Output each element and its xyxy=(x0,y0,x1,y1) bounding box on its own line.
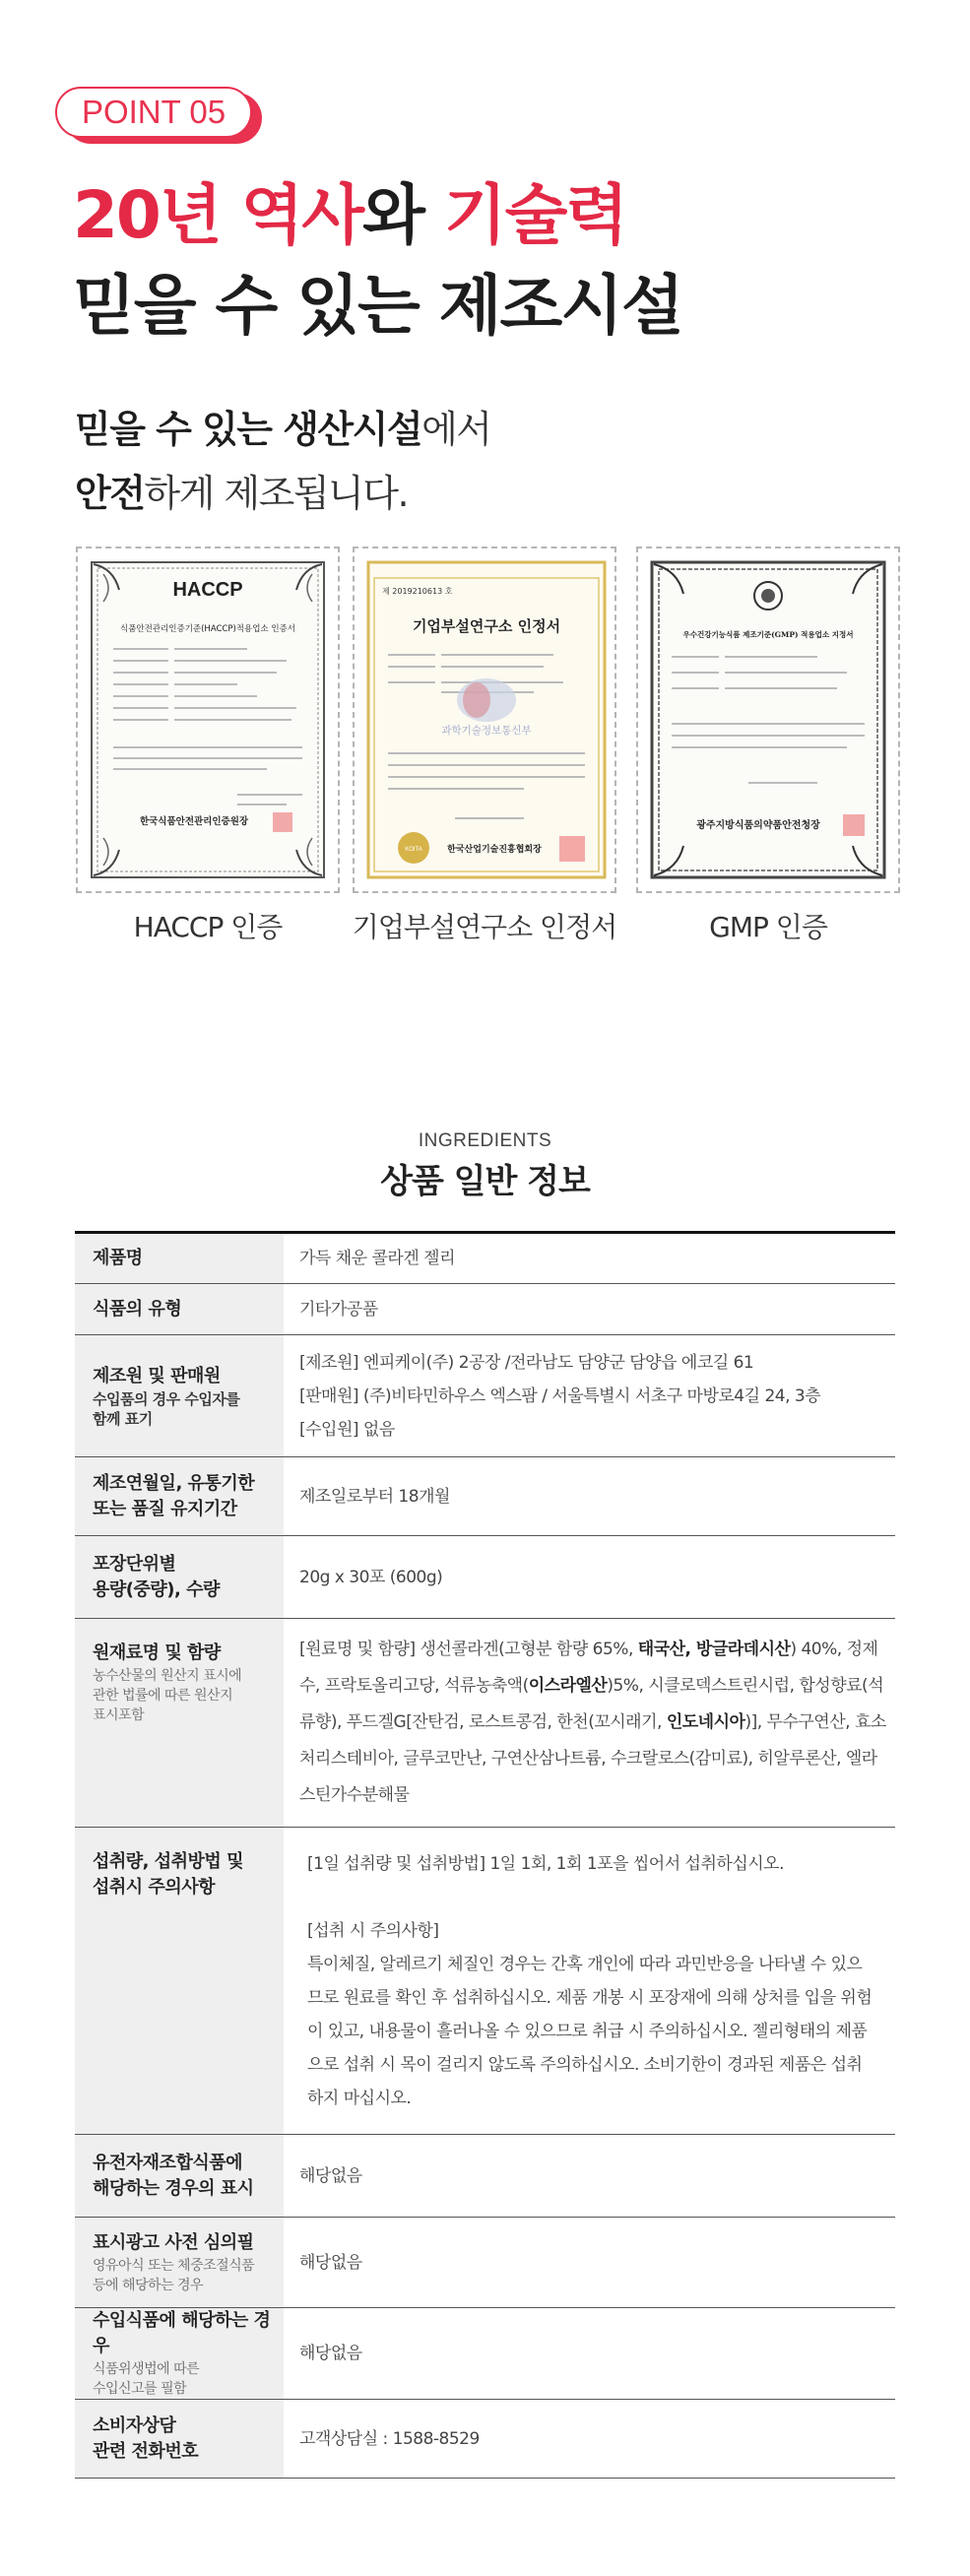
table-row xyxy=(75,2218,895,2308)
row-key-package-line-1: 포장단위별 xyxy=(93,1553,176,1575)
caution-text: 특이체질, 알레르기 체질인 경우는 간혹 개인에 따라 과민반응을 나타낼 수 있으므로 원료를 확인 후 섭취하십시오. 제품 개봉 시 포장재에 의해 상처를 입을 위험이 있고, 내용물이 흘러나올 수 있으므로 취급 시 주의하십시오. 젤리형태의 제품으로 섭취 시 목이 걸리지 않도록 주의하십시오. 소비기한이 경과된 제품은 섭취하지 마십시오. xyxy=(307,1954,873,2108)
row-value-raw-materials xyxy=(284,1619,895,1828)
raw-origin-2: 이스라엘산 xyxy=(528,1676,608,1696)
table-row xyxy=(75,1284,895,1335)
row-key-package-line-2: 용량(중량), 수량 xyxy=(93,1578,220,1600)
row-key-manufacturer xyxy=(75,1335,284,1457)
row-key-gmo-line-2: 해당하는 경우의 표시 xyxy=(93,2177,254,2199)
table-row xyxy=(75,2308,895,2400)
row-key-manufacturer-label: 제조원 및 판매원 xyxy=(93,1365,221,1386)
subtext-rest-1: 에서 xyxy=(421,408,491,451)
row-value-date: 제조일로부터 18개월 xyxy=(284,1457,895,1536)
row-key-gmo xyxy=(75,2135,284,2218)
raw-text-1: [원료명 및 함량] 생선콜라겐(고형분 함량 65%, xyxy=(299,1640,638,1659)
table-row xyxy=(75,1335,895,1457)
raw-text-3: )5%, 시클로덱스트린시럽, 합성향료(석류향), 푸드겔G[잔탄검, 로스트콩검, 한천(꼬시래기, xyxy=(299,1676,884,1732)
research-cert-watermark: 과학기술정보통신부 xyxy=(441,725,532,737)
certificate-gmp-paper xyxy=(650,560,886,879)
table-row xyxy=(75,1233,895,1284)
research-lab-certificate-image xyxy=(366,560,607,879)
importer-line: [수입원] 없음 xyxy=(299,1419,395,1440)
row-key-ad-note-1: 영유아식 또는 체중조절식품 xyxy=(93,2257,255,2274)
subtext-bold-2: 안전 xyxy=(75,472,145,515)
subtext-rest-2: 하게 제조됩니다. xyxy=(144,472,409,515)
row-value-gmo: 해당없음 xyxy=(284,2135,895,2218)
row-value-food-type: 기타가공품 xyxy=(284,1284,895,1335)
haccp-certificate-image xyxy=(90,560,326,879)
row-key-date xyxy=(75,1457,284,1536)
manufacturer-line: [제조원] 엔피케이(주) 2공장 /전라남도 담양군 담양읍 에코길 61 xyxy=(299,1352,754,1373)
certificate-caption-haccp: HACCP 인증 xyxy=(133,911,283,943)
research-cert-number: 제 2019210613 호 xyxy=(382,587,453,596)
row-key-import-note-2: 수입신고를 필함 xyxy=(93,2381,187,2397)
table-row xyxy=(75,1457,895,1536)
row-key-consumer-line-2: 관련 전화번호 xyxy=(93,2440,199,2462)
row-key-ad-note-2: 등에 해당하는 경우 xyxy=(93,2277,204,2293)
certificate-research-lab xyxy=(353,547,616,893)
intake-spacer xyxy=(307,1881,875,1914)
row-key-raw-materials xyxy=(75,1619,284,1828)
table-row xyxy=(75,1536,895,1619)
headline-connector: 와 xyxy=(362,177,444,253)
row-value-import: 해당없음 xyxy=(284,2308,895,2400)
row-key-manufacturer-note-1: 수입품의 경우 수입자를 xyxy=(93,1389,240,1408)
research-cert-issuer: 한국산업기술진흥협회장 xyxy=(447,845,542,855)
row-key-product-name: 제품명 xyxy=(75,1233,284,1284)
certificate-caption-research-lab: 기업부설연구소 인정서 xyxy=(352,911,617,943)
row-key-food-type: 식품의 유형 xyxy=(75,1284,284,1335)
subtext-bold-1: 믿을 수 있는 생산시설 xyxy=(75,408,422,451)
ingredients-label: INGREDIENTS xyxy=(418,1130,552,1151)
row-key-raw-note-2: 관한 법률에 따른 원산지 xyxy=(93,1688,233,1704)
row-key-gmo-line-1: 유전자재조합식품에 xyxy=(93,2152,242,2173)
haccp-cert-subtitle: 식품안전관리인증기준(HACCP)적용업소 인증서 xyxy=(120,624,295,634)
row-key-raw-note-1: 농수산물의 원산지 표시에 xyxy=(93,1668,242,1684)
haccp-cert-issuer: 한국식품안전관리인증원장 xyxy=(139,816,249,827)
table-row xyxy=(75,1828,895,2135)
raw-origin-1: 태국산, 방글라데시산 xyxy=(637,1640,791,1659)
row-key-date-line-2: 또는 품질 유지기간 xyxy=(93,1498,237,1519)
table-row xyxy=(75,2135,895,2218)
row-value-intake xyxy=(284,1828,895,2135)
gmp-cert-issuer: 광주지방식품의약품안전청장 xyxy=(696,820,820,831)
row-value-manufacturer xyxy=(284,1335,895,1457)
caution-title: [섭취 시 주의사항] xyxy=(307,1920,439,1941)
table-row xyxy=(75,1619,895,1828)
product-info-table xyxy=(75,1231,895,2479)
certificate-gmp xyxy=(636,547,900,893)
raw-text-2: ) 40%, 정제수, 프락토올리고당, 석류농축액( xyxy=(299,1640,878,1696)
row-key-consumer-line-1: 소비자상담 xyxy=(93,2415,176,2436)
row-key-raw-note-3: 표시포함 xyxy=(93,1707,145,1723)
intake-instructions: [1일 섭취량 및 섭취방법] 1일 1회, 1회 1포을 씹어서 섭취하십시오. xyxy=(307,1853,784,1874)
certificate-haccp-paper xyxy=(90,560,326,879)
certificate-haccp xyxy=(76,547,340,893)
row-key-date-line-1: 제조연월일, 유통기한 xyxy=(93,1472,255,1494)
row-key-intake-line-1: 섭취량, 섭취방법 및 xyxy=(93,1851,243,1872)
headline-line-2: 믿을 수 있는 제조시설 xyxy=(73,268,682,344)
research-cert-heading: 기업부설연구소 인정서 xyxy=(412,617,561,635)
subtext-line-1 xyxy=(75,399,490,453)
haccp-cert-heading: HACCP xyxy=(172,579,243,601)
headline-accent-2: 기술력 xyxy=(443,177,627,253)
row-key-ad-review-label: 표시광고 사전 심의필 xyxy=(93,2231,254,2253)
row-key-raw-materials-label: 원재료명 및 함량 xyxy=(93,1642,221,1663)
row-value-consumer-phone: 고객상담실 : 1588-8529 xyxy=(284,2400,895,2479)
certificate-caption-gmp: GMP 인증 xyxy=(709,911,827,943)
badge-pill xyxy=(55,87,252,138)
headline-line-1 xyxy=(73,162,626,256)
ingredients-title: 상품 일반 정보 xyxy=(380,1162,590,1201)
certificate-research-lab-paper xyxy=(366,560,603,879)
table-row xyxy=(75,2400,895,2479)
badge-label: POINT 05 xyxy=(81,94,226,130)
row-value-package: 20g x 30포 (600g) xyxy=(284,1536,895,1619)
row-key-consumer xyxy=(75,2400,284,2479)
row-value-ad-review: 해당없음 xyxy=(284,2218,895,2308)
row-key-intake-line-2: 섭취시 주의사항 xyxy=(93,1877,215,1898)
row-key-manufacturer-note-2: 함께 표기 xyxy=(93,1409,153,1428)
row-key-import-note-1: 식품위생법에 따른 xyxy=(93,2361,200,2377)
raw-origin-3: 인도네시아 xyxy=(666,1712,745,1732)
seller-line: [판매원] (주)비타민하우스 엑스팜 / 서울특별시 서초구 마방로4길 24, 3층 xyxy=(299,1385,821,1406)
row-key-import xyxy=(75,2308,284,2400)
gmp-certificate-image xyxy=(650,560,886,879)
raw-text-4: )], 무수구연산, 효소처리스테비아, 글루코만난, 구연산삼나트륨, 수크랄로스(감미료), 히알루론산, 엘라스틴가수분해물 xyxy=(299,1712,886,1805)
svg-text:KOITA: KOITA xyxy=(405,847,422,853)
row-key-import-label: 수입식품에 해당하는 경우 xyxy=(93,2310,271,2356)
row-value-product-name: 가득 채운 콜라겐 젤리 xyxy=(284,1233,895,1284)
point-badge xyxy=(55,87,262,144)
gmp-cert-subtitle: 우수건강기능식품 제조기준(GMP) 적용업소 지정서 xyxy=(682,630,854,639)
row-key-intake xyxy=(75,1828,284,2135)
headline-accent-1: 20년 역사 xyxy=(73,177,363,253)
row-key-package xyxy=(75,1536,284,1619)
subtext-line-2 xyxy=(75,463,408,517)
row-key-ad-review xyxy=(75,2218,284,2308)
